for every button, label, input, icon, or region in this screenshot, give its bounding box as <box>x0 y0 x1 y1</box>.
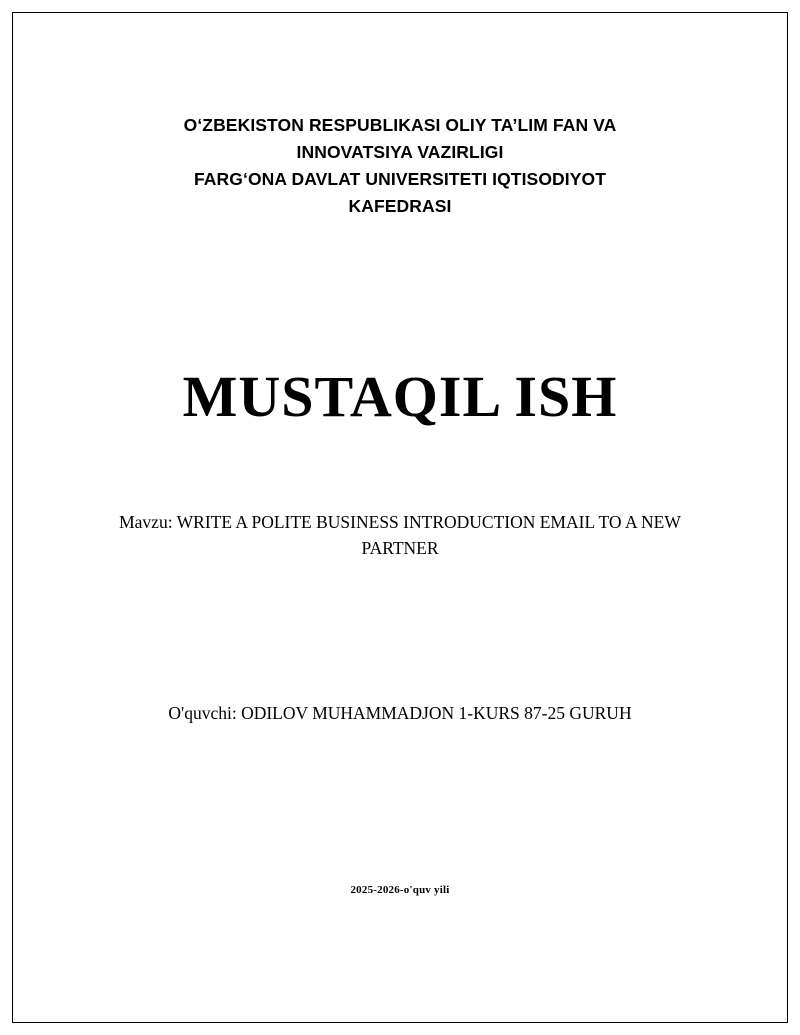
subject-line-1: Mavzu: WRITE A POLITE BUSINESS INTRODUCTION EMAIL TO A <box>119 512 637 533</box>
academic-year: 2025-2026-o'quv yili <box>350 884 450 897</box>
organization-line-4: KAFEDRASI <box>348 196 452 217</box>
subject-block <box>90 510 710 561</box>
organization-line-1: O‘ZBEKISTON RESPUBLIKASI OLIY TA’LIM FAN VA <box>183 115 617 135</box>
organization-heading <box>90 112 710 221</box>
organization-line-3: FARG‘ONA DAVLAT UNIVERSITETI IQTISODIYOT <box>193 169 607 190</box>
page-content <box>90 0 710 1035</box>
organization-line-2: INNOVATSIYA VAZIRLIGI <box>296 142 504 163</box>
student-info: O'quvchi: ODILOV MUHAMMADJON 1-KURS 87-25 GURUH <box>168 703 632 724</box>
subject-line-2: NEW PARTNER <box>361 512 681 558</box>
document-title: MUSTAQIL ISH <box>182 363 618 429</box>
